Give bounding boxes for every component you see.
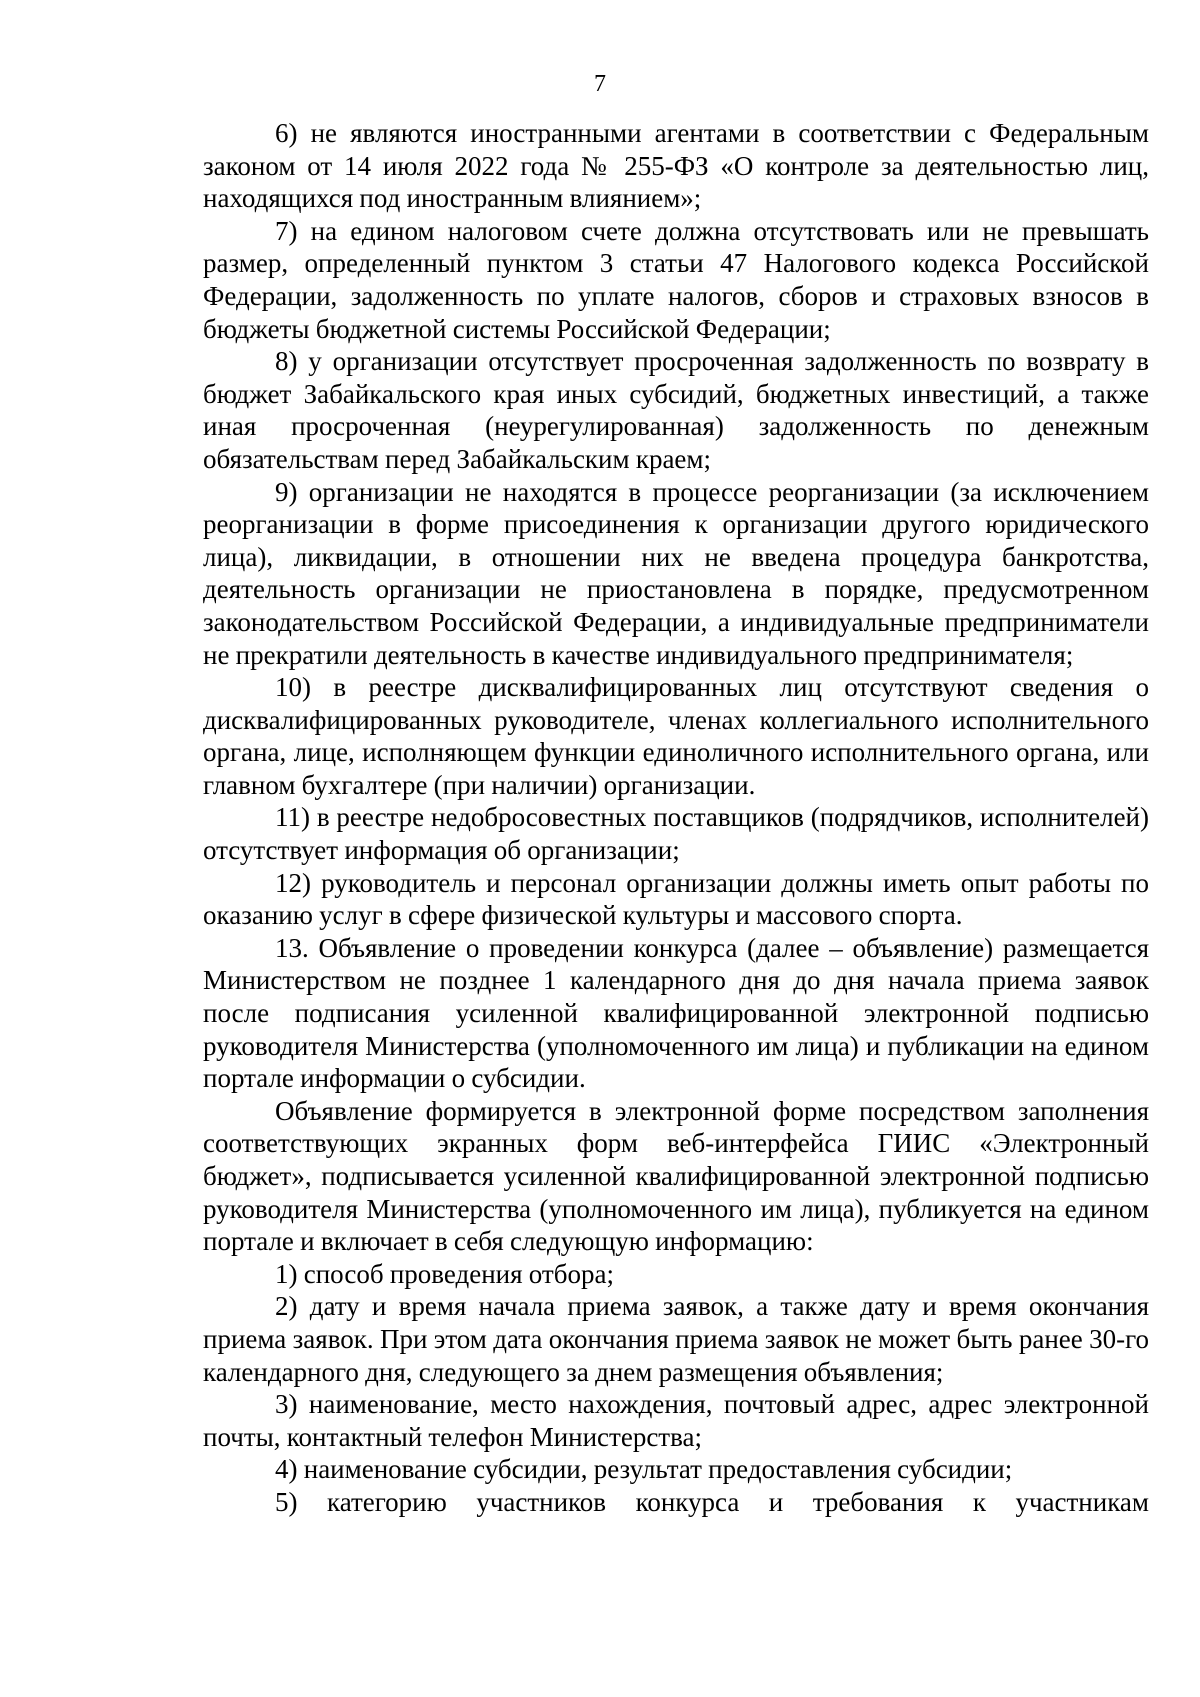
document-body	[203, 117, 1149, 1519]
paragraph-item-10: 10) в реестре дисквалифицированных лиц отсутствуют сведения о дисквалифицированных руководителе, членах коллегиального исполнительного органа, лице, исполняющем функции единоличного исполнительного органа, или главном бухгалтере (при наличии) организации.	[203, 672, 1149, 800]
paragraph-list-item-3: 3) наименование, место нахождения, почтовый адрес, адрес электронной почты, контактный телефон Министерства;	[203, 1389, 1149, 1452]
paragraph-list-item-5: 5) категорию участников конкурса и требования к участникам	[275, 1486, 1149, 1517]
paragraph-item-7: 7) на едином налоговом счете должна отсутствовать или не превышать размер, определенный пунктом 3 статьи 47 Налогового кодекса Российской Федерации, задолженность по уплате налогов, сборов и страховых взносов в бюджеты бюджетной системы Российской Федерации;	[203, 215, 1149, 344]
paragraph-item-6: 6) не являются иностранными агентами в соответствии с Федеральным законом от 14 июля 2022 года № 255-ФЗ «О контроле за деятельностью лиц, находящихся под иностранным влиянием»;	[203, 118, 1149, 214]
paragraph-section-13: 13. Объявление о проведении конкурса (далее – объявление) размещается Министерством не позднее 1 календарного дня до дня начала приема заявок после подписания усиленной квалифицированной электронной подписью руководителя Министерства (уполномоченного им лица) и публикации на едином портале информации о субсидии.	[203, 932, 1149, 1094]
page-number: 7	[594, 71, 606, 97]
paragraph-list-item-2: 2) дату и время начала приема заявок, а также дату и время окончания приема заявок. При этом дата окончания приема заявок не может быть ранее 30-го календарного дня, следующего за днем размещения объявления;	[203, 1291, 1149, 1387]
paragraph-item-8: 8) у организации отсутствует просроченная задолженность по возврату в бюджет Забайкальского края иных субсидий, бюджетных инвестиций, а также иная просроченная (неурегулированная) задолженность по денежным обязательствам перед Забайкальским краем;	[203, 346, 1149, 474]
paragraph-item-11: 11) в реестре недобросовестных поставщиков (подрядчиков, исполнителей) отсутствует информация об организации;	[203, 802, 1149, 866]
paragraph-announcement-form: Объявление формируется в электронной форме посредством заполнения соответствующих экранных форм веб-интерфейса ГИИС «Электронный бюджет», подписывается усиленной квалифицированной электронной подписью руководителя Министерства (уполномоченного им лица), публикуется на едином портале и включает в себя следующую информацию:	[203, 1095, 1149, 1257]
paragraph-item-12: 12) руководитель и персонал организации должны иметь опыт работы по оказанию услуг в сфере физической культуры и массового спорта.	[203, 867, 1149, 931]
paragraph-list-item-1: 1) способ проведения отбора;	[275, 1258, 614, 1289]
paragraph-item-9: 9) организации не находятся в процессе реорганизации (за исключением реорганизации в форме присоединения к организации другого юридического лица), ликвидации, в отношении них не введена процедура банкротства, деятельность организации не приостановлена в порядке, предусмотренном законодательством Российской Федерации, а индивидуальные предприниматели не прекратили деятельность в качестве индивидуального предпринимателя;	[203, 476, 1149, 670]
paragraph-list-item-4: 4) наименование субсидии, результат предоставления субсидии;	[275, 1454, 1013, 1485]
